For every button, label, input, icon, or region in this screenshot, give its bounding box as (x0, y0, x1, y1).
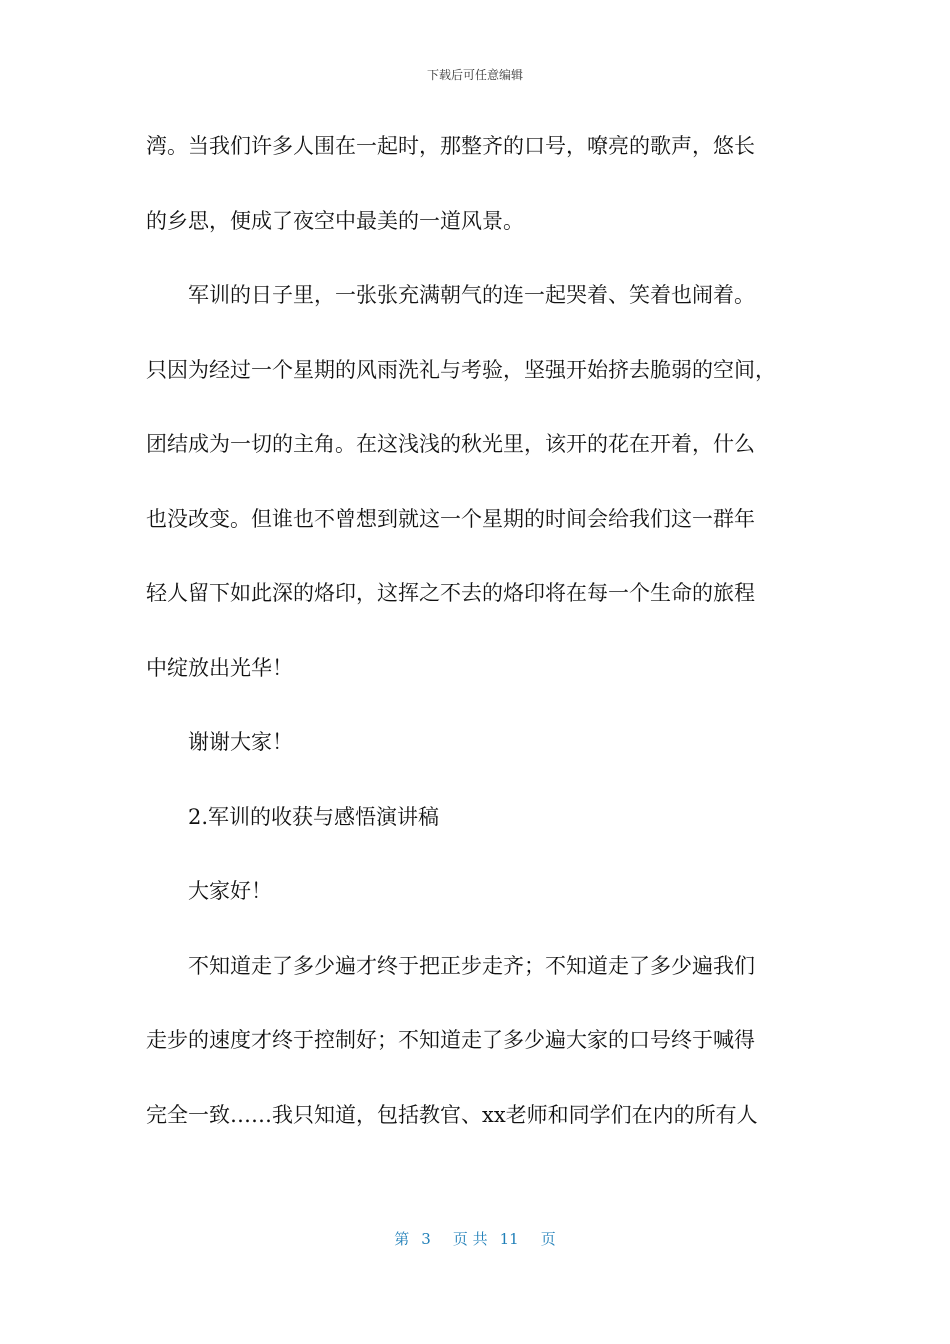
text-line: 不知道走了多少遍才终于把正步走齐；不知道走了多少遍我们 (188, 953, 755, 978)
text-line: 走步的速度才终于控制好；不知道走了多少遍大家的口号终于喊得 (146, 1028, 755, 1052)
header-note: 下载后可任意编辑 (426, 68, 523, 82)
text-line: 完全一致……我只知道，包括教官、xx老师和同学们在内的所有人 (146, 1102, 758, 1127)
text-line: 只因为经过一个星期的风雨洗礼与考验，坚强开始挤去脆弱的空间， (146, 357, 776, 382)
footer-label-ye: 页 (540, 1230, 556, 1248)
body-text (146, 122, 806, 1165)
total-pages-number: 11 (499, 1230, 519, 1248)
footer-label-ye-gong: 页 共 (452, 1230, 488, 1248)
text-line: 团结成为一切的主角。在这浅浅的秋光里，该开的花在开着，什么 (146, 432, 755, 456)
closing-line: 谢谢大家！ (188, 730, 293, 754)
page-footer (0, 1228, 950, 1249)
footer-label-di: 第 (394, 1230, 410, 1248)
text-line: 湾。当我们许多人围在一起时，那整齐的口号，嘹亮的歌声，悠长 (146, 134, 755, 158)
text-line: 也没改变。但谁也不曾想到就这一个星期的时间会给我们这一群年 (146, 506, 755, 531)
text-line: 的乡思，便成了夜空中最美的一道风景。 (146, 208, 524, 233)
text-line: 轻人留下如此深的烙印，这挥之不去的烙印将在每一个生命的旅程 (146, 581, 755, 605)
greeting-line: 大家好！ (188, 879, 272, 903)
current-page-number: 3 (421, 1230, 431, 1248)
text-line: 中绽放出光华！ (146, 655, 293, 680)
text-line: 军训的日子里，一张张充满朝气的连一起哭着、笑着也闹着。 (188, 283, 755, 307)
section-heading: 2.军训的收获与感悟演讲稿 (188, 804, 440, 829)
